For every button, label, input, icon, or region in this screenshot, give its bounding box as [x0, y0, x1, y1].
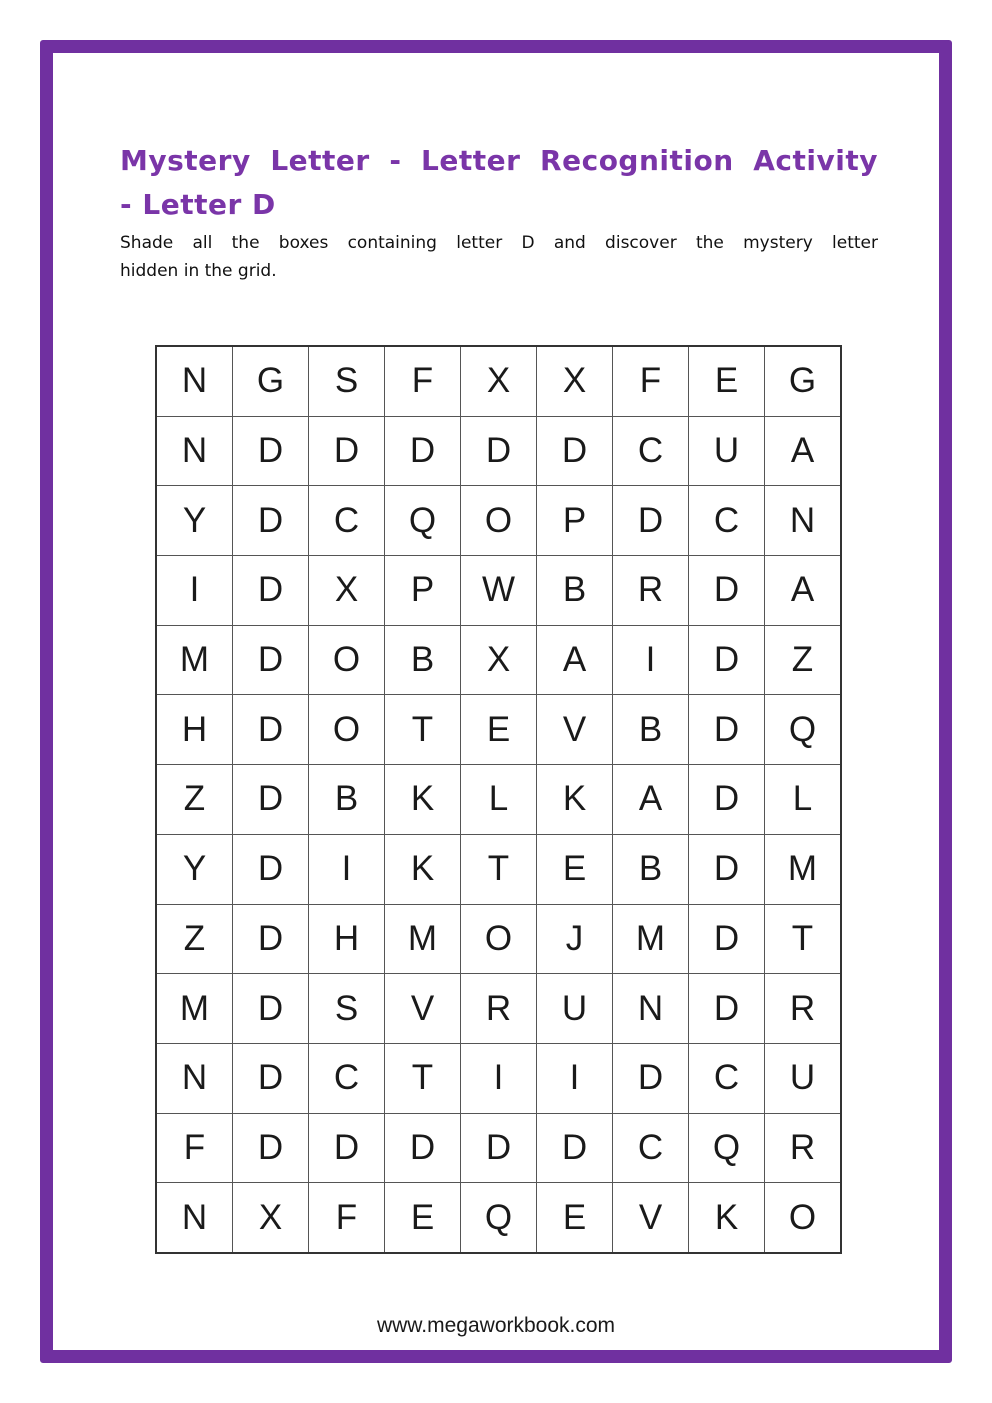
grid-cell[interactable]: M — [613, 904, 689, 974]
grid-cell[interactable]: E — [461, 695, 537, 765]
grid-cell[interactable]: D — [613, 1043, 689, 1113]
grid-cell[interactable]: E — [537, 1183, 613, 1253]
grid-cell[interactable]: H — [309, 904, 385, 974]
grid-cell[interactable]: Q — [461, 1183, 537, 1253]
grid-cell[interactable]: F — [613, 346, 689, 416]
grid-cell[interactable]: X — [461, 625, 537, 695]
grid-cell[interactable]: V — [385, 974, 461, 1044]
grid-cell[interactable]: X — [233, 1183, 309, 1253]
page-title — [120, 139, 878, 227]
grid-cell[interactable]: I — [461, 1043, 537, 1113]
grid-cell[interactable]: D — [233, 765, 309, 835]
grid-cell[interactable]: D — [689, 556, 765, 626]
grid-cell[interactable]: D — [461, 1113, 537, 1183]
grid-cell[interactable]: D — [689, 834, 765, 904]
grid-cell[interactable]: D — [689, 695, 765, 765]
grid-cell[interactable]: X — [461, 346, 537, 416]
grid-cell[interactable]: L — [765, 765, 842, 835]
grid-cell[interactable]: Z — [156, 904, 233, 974]
instructions-text — [120, 229, 878, 285]
grid-cell[interactable]: D — [689, 904, 765, 974]
grid-cell[interactable]: D — [537, 1113, 613, 1183]
grid-cell[interactable]: X — [537, 346, 613, 416]
grid-cell[interactable]: D — [309, 416, 385, 486]
grid-cell[interactable]: A — [613, 765, 689, 835]
grid-cell[interactable]: T — [461, 834, 537, 904]
grid-cell[interactable]: B — [385, 625, 461, 695]
grid-row — [156, 1113, 841, 1183]
grid-cell[interactable]: C — [689, 1043, 765, 1113]
grid-cell[interactable]: D — [689, 974, 765, 1044]
grid-cell[interactable]: Q — [689, 1113, 765, 1183]
grid-cell[interactable]: Y — [156, 486, 233, 556]
grid-cell[interactable]: N — [765, 486, 842, 556]
grid-cell[interactable]: M — [765, 834, 842, 904]
letter-grid — [155, 345, 842, 1254]
grid-cell[interactable]: R — [765, 974, 842, 1044]
grid-row — [156, 346, 841, 416]
grid-cell[interactable]: D — [613, 486, 689, 556]
grid-cell[interactable]: P — [537, 486, 613, 556]
grid-cell[interactable]: K — [385, 834, 461, 904]
grid-cell[interactable]: D — [233, 904, 309, 974]
grid-cell[interactable]: T — [385, 1043, 461, 1113]
grid-cell[interactable]: F — [385, 346, 461, 416]
grid-cell[interactable]: S — [309, 974, 385, 1044]
grid-cell[interactable]: V — [537, 695, 613, 765]
grid-row — [156, 625, 841, 695]
grid-cell[interactable]: Q — [385, 486, 461, 556]
grid-cell[interactable]: C — [613, 416, 689, 486]
grid-cell[interactable]: O — [765, 1183, 842, 1253]
grid-cell[interactable]: U — [689, 416, 765, 486]
grid-cell[interactable]: K — [385, 765, 461, 835]
grid-cell[interactable]: D — [309, 1113, 385, 1183]
grid-cell[interactable]: O — [309, 625, 385, 695]
grid-cell[interactable]: J — [537, 904, 613, 974]
grid-cell[interactable]: U — [537, 974, 613, 1044]
instructions-line1: Shade all the boxes containing letter D and discover the mystery letter — [120, 233, 878, 253]
grid-cell[interactable]: D — [233, 834, 309, 904]
grid-cell[interactable]: K — [689, 1183, 765, 1253]
grid-cell[interactable]: N — [156, 1183, 233, 1253]
grid-cell[interactable]: E — [385, 1183, 461, 1253]
grid-cell[interactable]: I — [156, 556, 233, 626]
instructions-line2: hidden in the grid. — [120, 261, 277, 281]
grid-cell[interactable]: N — [613, 974, 689, 1044]
grid-cell[interactable]: A — [765, 556, 842, 626]
grid-cell[interactable]: C — [613, 1113, 689, 1183]
grid-cell[interactable]: M — [156, 625, 233, 695]
grid-cell[interactable]: I — [613, 625, 689, 695]
grid-cell[interactable]: D — [385, 1113, 461, 1183]
grid-cell[interactable]: A — [537, 625, 613, 695]
grid-cell[interactable]: C — [309, 486, 385, 556]
grid-cell[interactable]: G — [765, 346, 842, 416]
grid-row — [156, 834, 841, 904]
grid-cell[interactable]: I — [537, 1043, 613, 1113]
grid-row — [156, 556, 841, 626]
grid-cell[interactable]: R — [765, 1113, 842, 1183]
grid-cell[interactable]: G — [233, 346, 309, 416]
grid-cell[interactable]: F — [309, 1183, 385, 1253]
grid-cell[interactable]: X — [309, 556, 385, 626]
grid-cell[interactable]: S — [309, 346, 385, 416]
grid-cell[interactable]: D — [461, 416, 537, 486]
grid-row — [156, 974, 841, 1044]
grid-cell[interactable]: P — [385, 556, 461, 626]
grid-cell[interactable]: K — [537, 765, 613, 835]
grid-row — [156, 416, 841, 486]
grid-row — [156, 695, 841, 765]
grid-cell[interactable]: D — [689, 625, 765, 695]
page-title-line2: - Letter D — [120, 187, 276, 221]
grid-cell[interactable]: D — [233, 486, 309, 556]
grid-row — [156, 904, 841, 974]
grid-cell[interactable]: D — [233, 416, 309, 486]
grid-cell[interactable]: B — [613, 834, 689, 904]
grid-cell[interactable]: D — [233, 695, 309, 765]
grid-cell[interactable]: B — [537, 556, 613, 626]
grid-cell[interactable]: R — [613, 556, 689, 626]
grid-cell[interactable]: D — [233, 974, 309, 1044]
grid-cell[interactable]: A — [765, 416, 842, 486]
grid-cell[interactable]: Z — [765, 625, 842, 695]
grid-cell[interactable]: O — [461, 486, 537, 556]
grid-cell[interactable]: B — [613, 695, 689, 765]
grid-row — [156, 765, 841, 835]
grid-cell[interactable]: O — [309, 695, 385, 765]
grid-cell[interactable]: U — [765, 1043, 842, 1113]
grid-row — [156, 1043, 841, 1113]
grid-cell[interactable]: D — [689, 765, 765, 835]
grid-cell[interactable]: R — [461, 974, 537, 1044]
page-title-line1: Mystery Letter - Letter Recognition Activity — [120, 143, 878, 177]
grid-cell[interactable]: D — [233, 1043, 309, 1113]
grid-row — [156, 1183, 841, 1253]
grid-cell[interactable]: N — [156, 416, 233, 486]
grid-row — [156, 486, 841, 556]
grid-cell[interactable]: M — [385, 904, 461, 974]
grid-cell[interactable]: D — [233, 625, 309, 695]
letter-grid-body — [156, 346, 841, 1253]
grid-cell[interactable]: T — [385, 695, 461, 765]
grid-cell[interactable]: E — [537, 834, 613, 904]
grid-cell[interactable]: Q — [765, 695, 842, 765]
grid-cell[interactable]: D — [233, 1113, 309, 1183]
grid-cell[interactable]: V — [613, 1183, 689, 1253]
grid-cell[interactable]: N — [156, 346, 233, 416]
grid-cell[interactable]: H — [156, 695, 233, 765]
footer-url: www.megaworkbook.com — [376, 1314, 616, 1337]
grid-cell[interactable]: Z — [156, 765, 233, 835]
grid-cell[interactable]: Y — [156, 834, 233, 904]
grid-cell[interactable]: B — [309, 765, 385, 835]
grid-cell[interactable]: I — [309, 834, 385, 904]
grid-cell[interactable]: C — [309, 1043, 385, 1113]
grid-cell[interactable]: D — [537, 416, 613, 486]
grid-cell[interactable]: F — [156, 1113, 233, 1183]
grid-cell[interactable]: M — [156, 974, 233, 1044]
grid-cell[interactable]: O — [461, 904, 537, 974]
grid-cell[interactable]: L — [461, 765, 537, 835]
grid-cell[interactable]: C — [689, 486, 765, 556]
grid-cell[interactable]: D — [233, 556, 309, 626]
grid-cell[interactable]: N — [156, 1043, 233, 1113]
grid-cell[interactable]: W — [461, 556, 537, 626]
grid-cell[interactable]: E — [689, 346, 765, 416]
grid-cell[interactable]: T — [765, 904, 842, 974]
grid-cell[interactable]: D — [385, 416, 461, 486]
